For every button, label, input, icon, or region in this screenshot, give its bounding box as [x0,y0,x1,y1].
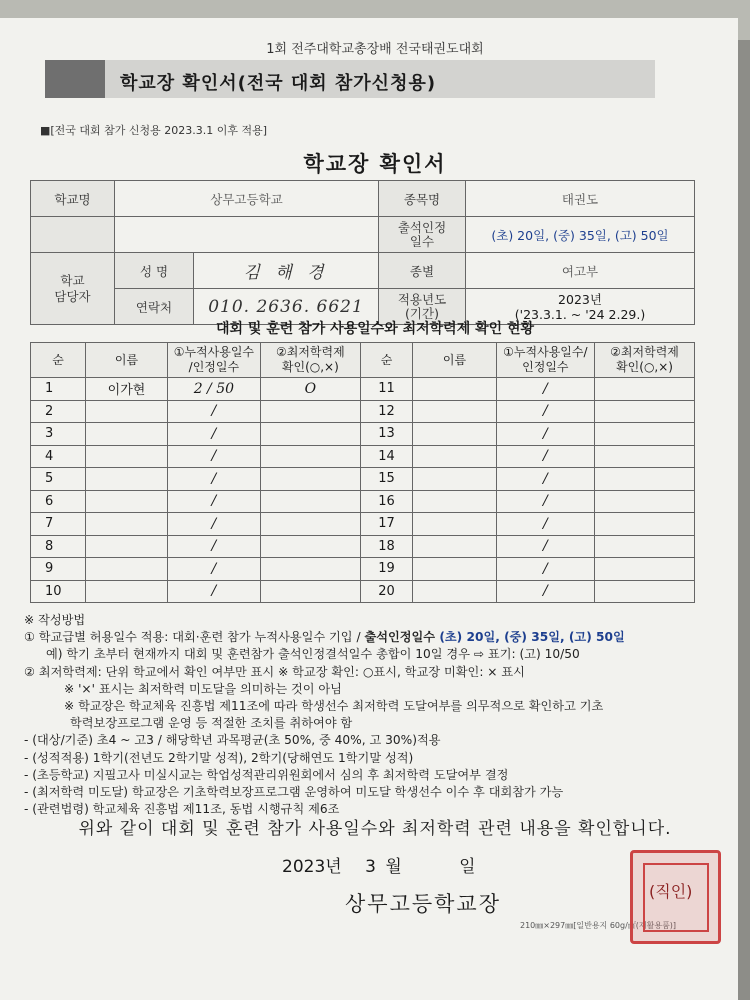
confirmation-statement: 위와 같이 대회 및 훈련 참가 사용일수와 최저학력 관련 내용을 확인합니다. [78,819,672,839]
info-table [30,180,695,325]
row-number: 10 [31,580,86,603]
row-academic-2 [595,580,695,603]
table-row [31,558,695,581]
table-row [31,580,695,603]
row-name [86,580,168,603]
instruction-line-2: 예) 학기 초부터 현재까지 대회 및 훈련참가 출석인정결석일수 총합이 10일 경우 ⇨ 표기: (고) 10/50 [46,647,580,662]
table-header-row [31,343,695,378]
year-value: 2023년 [558,291,602,307]
col-name: 이름 [86,343,168,378]
official-seal [630,850,721,944]
instruction-line-11: - (관련법령) 학교체육 진흥법 제11조, 동법 시행규칙 제6조 [24,802,340,817]
document-title: 학교장 확인서 [303,152,447,176]
paper-spec: 210㎜×297㎜[일반용지 60g/㎡(재활용품)] [520,921,677,930]
row-number: 2 [31,400,86,423]
row-academic-2 [595,378,695,401]
row-number: 8 [31,535,86,558]
row-days-2: / [496,423,594,446]
date-year: 2023년 [282,857,342,877]
row-academic [260,580,360,603]
row-days: / [167,400,260,423]
date-month-number: 3 [365,857,376,877]
row-number-2: 18 [360,535,412,558]
name-label: 성 명 [115,253,194,289]
row-days: / [167,468,260,491]
row-number: 1 [31,378,86,401]
instruction-1c: (초) 20일, (중) 35일, (고) 50일 [435,630,625,645]
row-academic [260,400,360,423]
instruction-line-6: 학력보장프로그램 운영 등 적절한 조치를 취하여야 함 [70,716,353,731]
col-no-2: 순 [360,343,412,378]
row-academic-2 [595,558,695,581]
row-academic [260,513,360,536]
row-academic-2 [595,468,695,491]
row-academic-2 [595,445,695,468]
table-row [31,468,695,491]
row-name-2 [413,423,496,446]
instruction-line-5: ※ 학교장은 학교체육 진흥법 제11조에 따라 학생선수 최저학력 도달여부를 의무적으로 확인하고 기초 [64,699,604,714]
form-title-band [45,60,655,98]
gender-label: 종별 [379,253,466,289]
table-row [31,400,695,423]
col-academic: ②최저학력제 확인(○,×) [260,343,360,378]
school-value: 상무고등학교 [115,181,379,217]
row-number-2: 12 [360,400,412,423]
principal-title: 상무고등학교장 [345,892,502,916]
row-academic-2 [595,490,695,513]
row-name [86,445,168,468]
row-number: 3 [31,423,86,446]
row-name-2 [413,580,496,603]
row-number-2: 19 [360,558,412,581]
seal-label: (직인) [649,882,693,901]
table-row [31,445,695,468]
row-days: 2 / 50 [167,378,260,401]
row-days-2: / [496,513,594,536]
row-days-2: / [496,535,594,558]
row-academic [260,445,360,468]
row-academic [260,423,360,446]
row-number: 9 [31,558,86,581]
row-days-2: / [496,378,594,401]
row-days-2: / [496,400,594,423]
instruction-1a: ① 학교급별 허용일수 적용: 대회·훈련 참가 누적사용일수 기입 / [24,630,365,645]
sport-label: 종목명 [379,181,466,217]
participants-table [30,342,695,603]
instruction-line-1 [24,629,724,646]
instruction-line-9: - (초등학교) 지필고사 미실시교는 학업성적관리위원회에서 심의 후 최저학력 도달여부 결정 [24,767,509,782]
row-name-2 [413,490,496,513]
row-number-2: 16 [360,490,412,513]
row-academic [260,558,360,581]
attendance-value: (초) 20일, (중) 35일, (고) 50일 [466,217,695,253]
contact-label: 연락처 [115,289,194,325]
instruction-line-3: ② 최저학력제: 단위 학교에서 확인 여부만 표시 ※ 학교장 확인: ○표시, 학교장 미확인: × 표시 [24,664,525,679]
table-row [31,423,695,446]
instructions-title: ※ 작성방법 [24,613,86,627]
row-number: 4 [31,445,86,468]
instruction-1b: 출석인정일수 [364,630,436,645]
row-number-2: 14 [360,445,412,468]
row-name-2 [413,400,496,423]
row-name-2 [413,558,496,581]
row-days-2: / [496,490,594,513]
row-name [86,400,168,423]
date-day-unit: 일 [459,857,476,877]
row-academic [260,535,360,558]
col-academic-2: ②최저학력제 확인(○,×) [595,343,695,378]
col-no: 순 [31,343,86,378]
row-academic: O [260,378,360,401]
instructions [24,612,724,818]
col-name-2: 이름 [413,343,496,378]
row-number-2: 17 [360,513,412,536]
row-academic [260,490,360,513]
row-name [86,468,168,491]
row-name [86,535,168,558]
event-banner: 1회 전주대학교총장배 전국태권도대회 [266,42,484,57]
row-days-2: / [496,580,594,603]
row-academic-2 [595,423,695,446]
table-row [31,490,695,513]
signing-date [282,852,480,877]
row-number-2: 11 [360,378,412,401]
table-row [31,378,695,401]
row-days-2: / [496,558,594,581]
staff-label: 학교 담당자 [31,253,115,325]
instruction-line-10: - (최저학력 미도달) 학교장은 기초학력보장프로그램 운영하여 미도달 학생선수 이수 후 대회참가 가능 [24,785,564,800]
instruction-line-4: ※ '×' 표시는 최저학력 미도달을 의미하는 것이 아님 [64,681,342,696]
row-days-2: / [496,468,594,491]
row-days: / [167,558,260,581]
row-days: / [167,535,260,558]
row-number-2: 20 [360,580,412,603]
table-row [31,513,695,536]
row-days-2: / [496,445,594,468]
row-name [86,423,168,446]
row-days: / [167,423,260,446]
row-name-2 [413,468,496,491]
row-academic [260,468,360,491]
row-number-2: 13 [360,423,412,446]
period-value: ('23.3.1. ~ '24 2.29.) [514,306,646,322]
title-band-dark-block [45,60,105,98]
date-month-unit: 월 [385,857,402,877]
form-title: 학교장 확인서(전국 대회 참가신청용) [120,73,437,94]
row-name-2 [413,445,496,468]
status-subtitle: 대회 및 훈련 참가 사용일수와 최저학력제 확인 현황 [215,321,535,337]
row-number: 6 [31,490,86,513]
table-body [31,378,695,603]
row-name [86,513,168,536]
row-name-2 [413,378,496,401]
row-name: 이가현 [86,378,168,401]
row-days: / [167,580,260,603]
row-number: 7 [31,513,86,536]
school-label: 학교명 [31,181,115,217]
col-days: ①누적사용일수 /인정일수 [167,343,260,378]
sport-value: 태권도 [466,181,695,217]
name-value-handwritten: 김 해 경 [194,253,379,289]
col-days-2: ①누적사용일수/ 인정일수 [496,343,594,378]
row-name-2 [413,535,496,558]
row-number: 5 [31,468,86,491]
row-days: / [167,490,260,513]
instruction-line-7: - (대상/기준) 초4 ~ 고3 / 해당학년 과목평균(초 50%, 중 40%, 고 30%)적용 [24,733,441,748]
row-days: / [167,513,260,536]
row-number-2: 15 [360,468,412,491]
contact-value-handwritten: 010. 2636. 6621 [194,289,379,325]
row-name [86,558,168,581]
row-academic-2 [595,513,695,536]
row-days: / [167,445,260,468]
row-academic-2 [595,535,695,558]
year-label: 적용년도 (기간) [379,289,466,325]
table-row [31,535,695,558]
instruction-line-8: - (성적적용) 1학기(전년도 2학기말 성적), 2학기(당해연도 1학기말 성적) [24,750,414,765]
row-name [86,490,168,513]
gender-value: 여고부 [466,253,695,289]
row-name-2 [413,513,496,536]
applicability-note: ■[전국 대회 참가 신청용 2023.3.1 이후 적용] [40,124,268,137]
attendance-label: 출석인정 일수 [379,217,466,253]
row-academic-2 [595,400,695,423]
